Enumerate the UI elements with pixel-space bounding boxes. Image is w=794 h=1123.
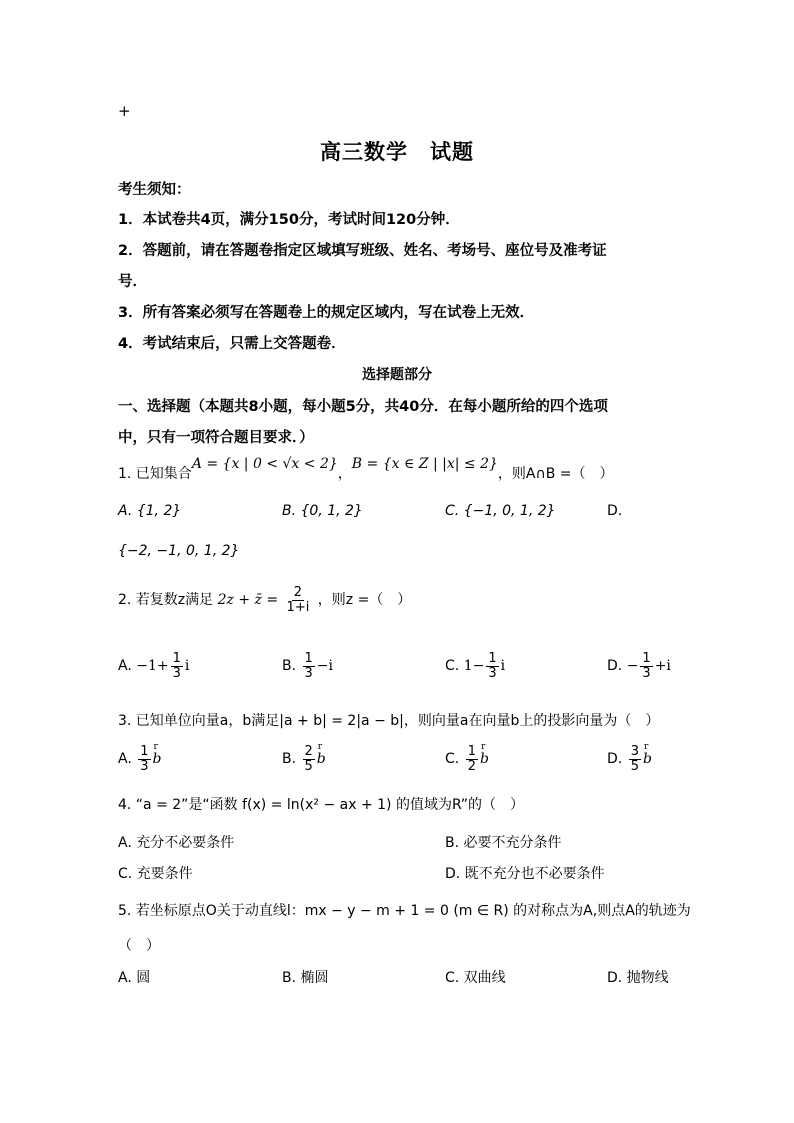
q3-option-b-vector: r b [317,751,326,767]
q1-option-d-value: {−2, −1, 0, 1, 2} [118,543,240,559]
q1-set-a: A = {x | 0 < √x < 2} [191,456,338,472]
q2-prefix: 2. 若复数z满足 [118,592,214,609]
q2-option-b-label: B. [282,658,297,675]
q2-equation: 2z + z̄ = [217,592,279,609]
q2-option-b-post: −i [316,658,334,675]
notice-item-2-cont: 号． [118,274,147,290]
question-5-stem: 5. 若坐标原点O关于动直线l：mx − y − m + 1 = 0 (m ∈ R) 的对称点为A,则点A的轨迹为 [118,903,691,919]
question-3-stem: 3. 已知单位向量a，b满足|a + b| = 2|a − b|，则向量a在向量b上的投影向量为（ ） [118,713,660,729]
q4-option-c: C. 充要条件 [118,866,193,882]
q3-option-c-vector: r b [480,751,489,767]
q4-option-a: A. 充分不必要条件 [118,835,235,851]
section-title: 选择题部分 [362,367,432,383]
notice-item-4: 4．考试结束后，只需上交答题卷． [118,336,346,352]
question-5-answer-blank: （ ） [118,938,160,954]
q4-option-b: B. 必要不充分条件 [445,835,562,851]
notice-item-3: 3．所有答案必须写在答题卷上的规定区域内，写在试卷上无效． [118,305,535,321]
q3-option-a [118,745,161,773]
q5-option-a: A. 圆 [118,970,151,986]
q3-option-c [445,745,489,773]
q2-option-a [118,652,189,680]
q2-fraction-denominator: 1+i [286,599,310,615]
q2-option-d-den: 3 [642,665,651,681]
q1-set-b: B = {x ∈ Z | |x| ≤ 2} [351,456,498,472]
q3-option-a-label: A. [118,751,132,768]
q3-option-d [607,745,652,773]
notice-item-1: 1．本试卷共4页，满分150分，考试时间120分钟． [118,212,460,228]
q3-option-d-label: D. [607,751,623,768]
q2-option-d-pre: − [626,658,639,675]
q2-option-b-num: 1 [304,651,313,666]
q1-option-c: C. {−1, 0, 1, 2} [445,503,556,519]
q2-option-a-post: i [184,658,190,675]
q2-option-c-label: C. [445,658,460,675]
page-title: 高三数学 试题 [320,140,474,164]
q3-option-b-label: B. [282,751,297,768]
q3-option-c-den: 2 [467,758,476,774]
q1-option-b: B. {0, 1, 2} [282,503,363,519]
q2-option-d [607,652,671,680]
q2-option-c-den: 3 [488,665,497,681]
q2-option-a-num: 1 [172,651,181,666]
q2-option-d-label: D. [607,658,623,675]
question-4-stem: 4. “a = 2”是“函数 f(x) = ln(x² − ax + 1) 的值域为R”的（ ） [118,797,525,813]
q3-option-d-num: 3 [630,744,639,759]
section-intro-line-2: 中，只有一项符合题目要求．） [118,430,314,446]
q2-option-b [282,652,333,680]
q2-option-d-num: 1 [642,651,651,666]
q2-fraction [285,586,312,614]
q1-prefix: 1. 已知集合 [118,466,192,482]
q2-option-c-post: i [500,658,506,675]
q3-option-c-label: C. [445,751,460,768]
q2-option-a-pre: −1+ [136,658,169,675]
q1-option-d: D. [607,503,623,519]
q3-option-d-den: 5 [630,758,639,774]
q5-option-d: D. 抛物线 [607,970,669,986]
q2-option-b-den: 3 [304,665,313,681]
q3-option-b-den: 5 [304,758,313,774]
q2-option-d-post: +i [654,658,671,675]
q3-option-a-vector: r b [153,751,162,767]
q3-option-c-num: 1 [467,744,476,759]
q3-option-a-den: 3 [140,758,149,774]
q2-option-c-pre: 1− [463,658,485,675]
q2-option-c-num: 1 [488,651,497,666]
notice-item-2: 2．答题前，请在答题卷指定区域填写班级、姓名、考场号、座位号及准考证 [118,243,607,259]
q1-option-a: A. {1, 2} [118,503,182,519]
q1-suffix: ，则A∩B =（ ） [497,466,614,482]
q2-fraction-numerator: 2 [293,585,303,600]
q2-option-a-label: A. [118,658,132,675]
q3-option-b-num: 2 [304,744,313,759]
q5-option-b: B. 椭圆 [282,970,329,986]
q4-option-d: D. 既不充分也不必要条件 [445,866,605,882]
q3-option-a-num: 1 [140,744,149,759]
question-2-stem [118,586,411,614]
plus-mark: + [118,102,131,120]
notice-heading: 考生须知： [118,182,191,198]
q3-option-b [282,745,326,773]
q2-option-a-den: 3 [172,665,181,681]
section-intro-line-1: 一、选择题（本题共8小题，每小题5分，共40分．在每小题所给的四个选项 [118,399,608,415]
q5-option-c: C. 双曲线 [445,970,506,986]
question-1-stem: 1. 已知集合A = {x | 0 < √x < 2}，B = {x ∈ Z | |x| ≤ 2}，则A∩B =（ ） [118,456,614,482]
q2-suffix: ，则z =（ ） [317,592,412,609]
q3-option-d-vector: r b [643,751,652,767]
q2-option-c [445,652,505,680]
